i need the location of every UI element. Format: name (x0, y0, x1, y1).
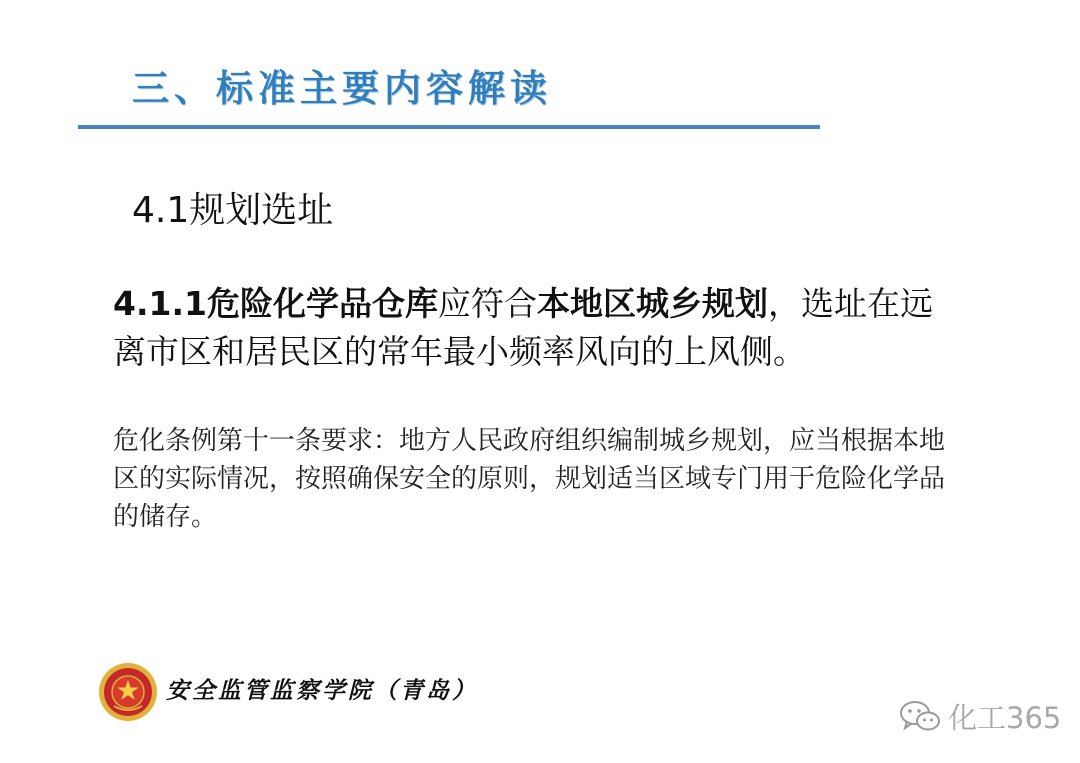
section-title: 4.1规划选址 (132, 190, 334, 231)
clause-title: 4.1.1危险化学品仓库 (113, 284, 438, 323)
wechat-icon (898, 699, 942, 733)
main-paragraph (113, 280, 963, 376)
regulation-paragraph: 危化条例第十一条要求：地方人民政府组织编制城乡规划，应当根据本地区的实际情况，按照确保安全的原则，规划适当区域专门用于危险化学品的储存。 (113, 426, 946, 532)
watermark (898, 696, 1061, 736)
emblem-icon (98, 662, 158, 722)
slide-heading: 三、标准主要内容解读 (132, 66, 552, 110)
clause-text-rest: ，选址在远离市区和居民区的常年最小频率风向的上风侧。 (113, 284, 933, 371)
clause-text: 应符合 (437, 284, 537, 323)
heading-divider (78, 125, 820, 129)
watermark-text: 化工365 (948, 700, 1062, 735)
clause-emphasis: 本地区城乡规划 (536, 284, 768, 323)
institution-name: 安全监管监察学院（青岛） (166, 677, 478, 704)
